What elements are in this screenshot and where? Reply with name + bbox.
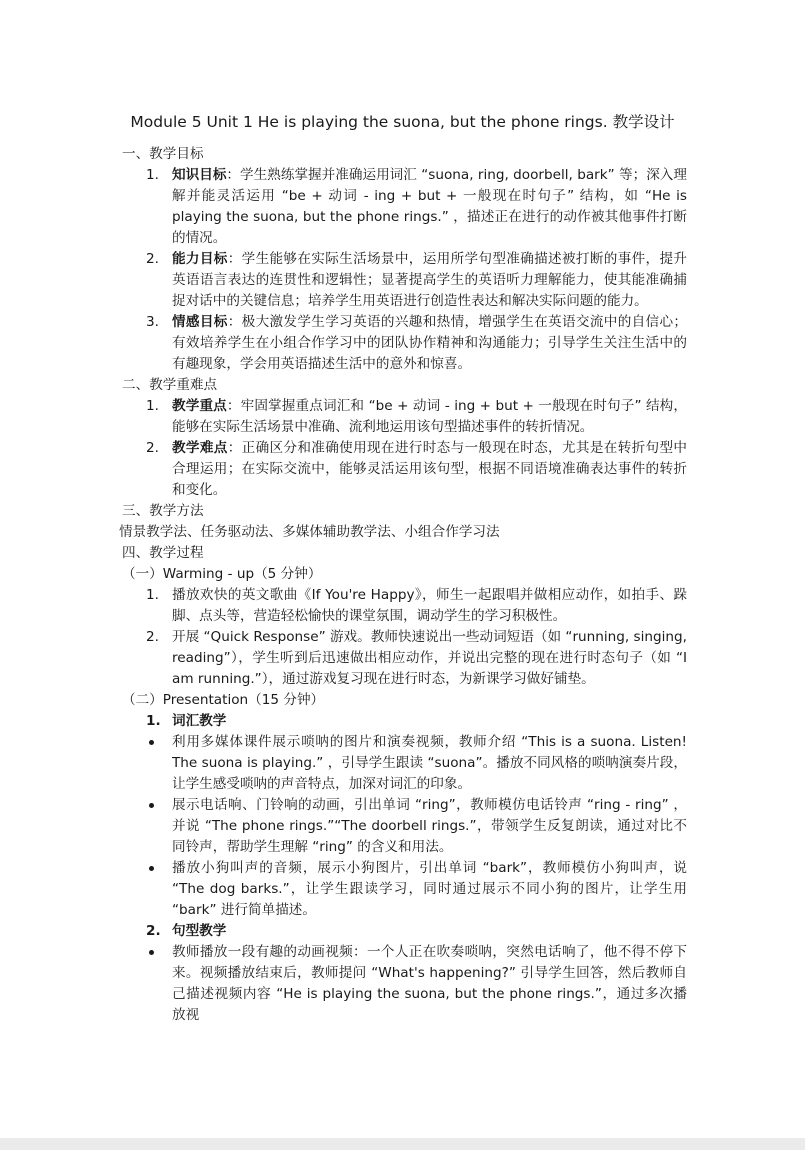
bullet-text: 利用多媒体课件展示唢呐的图片和演奏视频，教师介绍 “This is a suona. Listen! The suona is playing.” ，引导学生跟读 “suona”。播放不同风格的唢呐演奏片段，让学生感受唢呐的声音特点，加深对词汇的印象。 — [172, 734, 687, 792]
process-item — [122, 585, 687, 627]
bullet-dot-icon — [149, 803, 154, 808]
item-text: ：学生能够在实际生活场景中，运用所学句型准确描述被打断的事件，提升英语语言表达的连贯性和逻辑性；显著提高学生的英语听力理解能力，使其能准确捕捉对话中的关键信息；培养学生用英语进行创造性表达和解决实际问题的能力。 — [172, 251, 688, 309]
section-heading-objectives: 一、教学目标 — [122, 146, 204, 162]
objective-item — [122, 312, 687, 375]
item-number: 3. — [146, 314, 159, 330]
bullet-item — [122, 732, 687, 795]
key-point-item — [122, 396, 687, 438]
item-number: 1. — [146, 587, 159, 603]
phase-heading-warming-up: （一）Warming - up（5 分钟） — [122, 566, 322, 582]
item-text: 播放欢快的英文歌曲《If You're Happy》，师生一起跟唱并做相应动作，如拍手、跺脚、点头等，营造轻松愉快的课堂氛围，调动学生的学习积极性。 — [172, 587, 687, 624]
document-title: Module 5 Unit 1 He is playing the suona, but the phone rings. 教学设计 — [130, 113, 675, 131]
item-number: 1. — [146, 167, 159, 183]
objective-item — [122, 249, 687, 312]
key-point-item — [122, 438, 687, 501]
item-label: 能力目标 — [172, 251, 228, 267]
item-text: ：牢固掌握重点词汇和 “be + 动词 - ing + but + 一般现在时句子” 结构，能够在实际生活场景中准确、流利地运用该句型描述事件的转折情况。 — [172, 398, 687, 435]
item-number: 2. — [146, 440, 159, 456]
bullet-item — [122, 858, 687, 921]
bullet-dot-icon — [149, 866, 154, 871]
process-item — [122, 627, 687, 690]
item-number: 2. — [146, 629, 159, 645]
subheading-sentence — [122, 921, 687, 942]
item-text: ：正确区分和准确使用现在进行时态与一般现在时态，尤其是在转折句型中合理运用；在实际交流中，能够灵活运用该句型，根据不同语境准确表达事件的转折和变化。 — [172, 440, 688, 498]
item-number: 2. — [146, 923, 161, 939]
item-label: 词汇教学 — [172, 713, 227, 729]
bullet-text: 教师播放一段有趣的动画视频：一个人正在吹奏唢呐，突然电话响了，他不得不停下来。视频播放结束后，教师提问 “What's happening?” 引导学生回答，然后教师自己描述视频内容 “He is playing the suona, but the phone rings.”，通过多次播放视 — [172, 944, 687, 1023]
bullet-dot-icon — [149, 740, 154, 745]
objective-item — [122, 165, 687, 249]
bullet-item — [122, 942, 687, 1026]
item-label: 教学重点 — [172, 398, 227, 414]
bullet-item — [122, 795, 687, 858]
bullet-text: 播放小狗叫声的音频，展示小狗图片，引出单词 “bark”，教师模仿小狗叫声，说 “The dog barks.”，让学生跟读学习，同时通过展示不同小狗的图片，让学生用 “bark” 进行简单描述。 — [172, 860, 687, 918]
section-heading-methods: 三、教学方法 — [122, 503, 204, 519]
item-label: 句型教学 — [172, 923, 227, 939]
item-number: 1. — [146, 398, 159, 414]
item-number: 2. — [146, 251, 159, 267]
subheading-vocabulary — [122, 711, 687, 732]
item-text: ：学生熟练掌握并准确运用词汇 “suona, ring, doorbell, bark” 等；深入理解并能灵活运用 “be + 动词 - ing + but + 一般现在时句子” 结构，如 “He is playing the suona, but the phone rings.” ，描述正在进行的动作被其他事件打断的情况。 — [172, 167, 687, 246]
item-text: 开展 “Quick Response” 游戏。教师快速说出一些动词短语（如 “running, singing, reading”），学生听到后迅速做出相应动作，并说出完整的现在进行时态句子（如 “I am running.”），通过游戏复习现在进行时态，为新课学习做好铺垫。 — [172, 629, 687, 687]
phase-heading-presentation: （二）Presentation（15 分钟） — [122, 692, 325, 708]
item-label: 情感目标 — [172, 314, 228, 330]
section-heading-key-points: 二、教学重难点 — [122, 377, 218, 393]
item-text: ：极大激发学生学习英语的兴趣和热情，增强学生在英语交流中的自信心；有效培养学生在小组合作学习中的团队协作精神和沟通能力；引导学生关注生活中的有趣现象，学会用英语描述生活中的意外和惊喜。 — [172, 314, 688, 372]
document-body — [119, 144, 688, 1026]
bullet-dot-icon — [149, 950, 154, 955]
item-label: 知识目标 — [172, 167, 227, 183]
item-label: 教学难点 — [172, 440, 228, 456]
methods-text: 情景教学法、任务驱动法、多媒体辅助教学法、小组合作学习法 — [119, 524, 500, 540]
bullet-text: 展示电话响、门铃响的动画，引出单词 “ring”，教师模仿电话铃声 “ring - ring” ，并说 “The phone rings.”“The doorbell rings.”，带领学生反复朗读，通过对比不同铃声，帮助学生理解 “ring” 的含义和用法。 — [172, 797, 687, 855]
section-heading-process: 四、教学过程 — [122, 545, 204, 561]
item-number: 1. — [146, 713, 161, 729]
